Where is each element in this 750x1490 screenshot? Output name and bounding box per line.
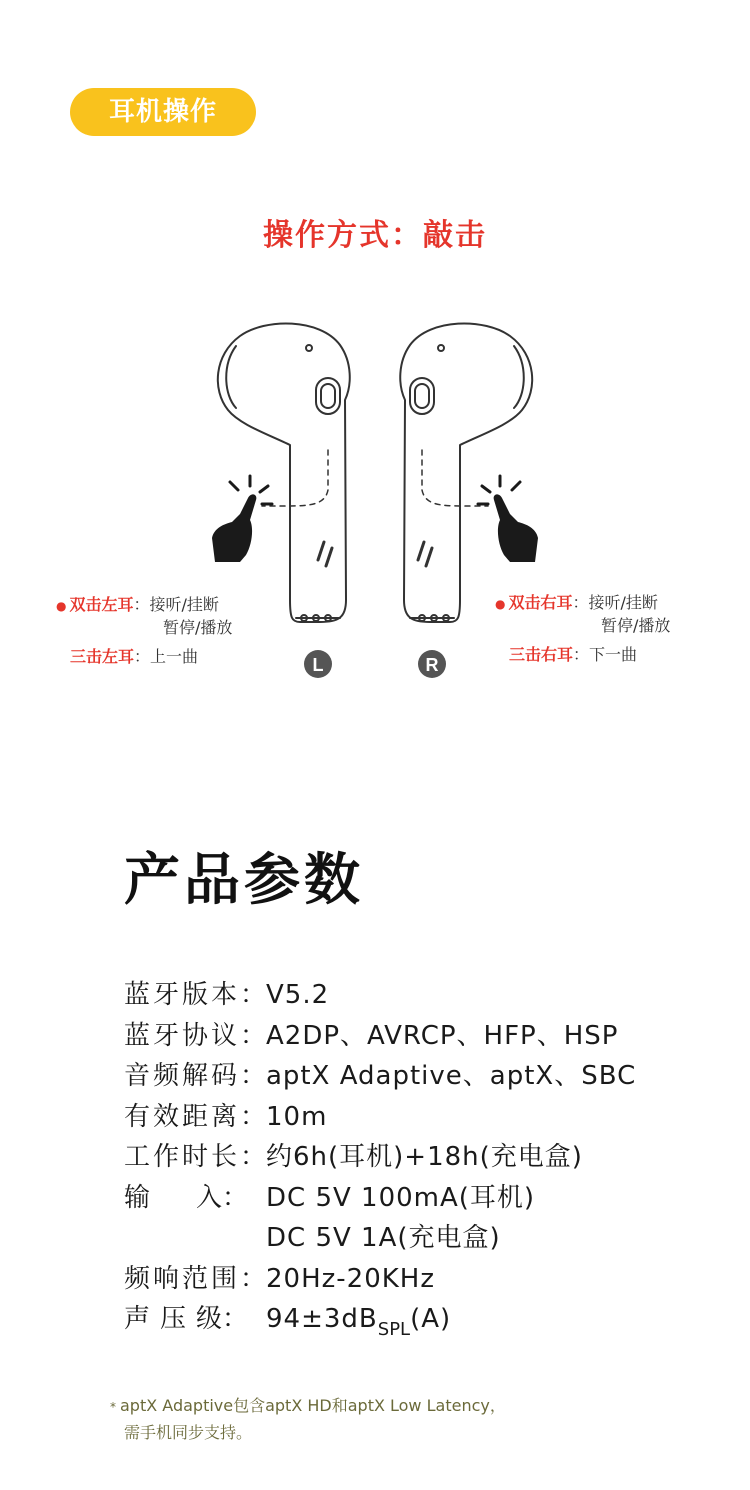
footnote: * aptX Adaptive包含aptX HD和aptX Low Latency， 需手机同步支持。 [110, 1396, 506, 1442]
left-triple-tap-label: 三击左耳：上一曲 [70, 647, 199, 666]
right-double-tap-label: ● 双击右耳：接听/挂断 [495, 593, 658, 612]
section-badge-earphone-operation: 耳机操作 [70, 88, 256, 136]
spec-row-input: 输 入： DC 5V 100mA(耳机) [124, 1182, 536, 1213]
spec-row-bt-protocol: 蓝牙协议： A2DP、AVRCP、HFP、HSP [124, 1020, 619, 1051]
spec-row-range: 有效距离： 10m [124, 1101, 328, 1132]
left-earbud-icon [218, 323, 350, 622]
spec-row-audio-codec: 音频解码： aptX Adaptive、aptX、SBC [124, 1061, 637, 1091]
right-hand-tap-icon [478, 476, 538, 562]
product-specs-title: 产品参数 [124, 848, 364, 913]
right-badge-letter: R [425, 655, 439, 675]
left-badge-letter: L [312, 655, 324, 675]
spec-row-bt-version: 蓝牙版本： V5.2 [124, 980, 330, 1010]
bullet-dot-icon: ● [495, 597, 506, 611]
right-badge-icon [418, 650, 446, 678]
operation-method-title: 操作方式：敲击 [263, 218, 487, 253]
right-double-tap-desc-2: 暂停/播放 [601, 616, 671, 635]
spec-row-input-2: DC 5V 1A(充电盒) [266, 1223, 501, 1253]
spec-row-battery-life: 工作时长： 约6h(耳机)+18h(充电盒) [124, 1142, 583, 1172]
specs-list [124, 975, 636, 1340]
left-double-tap-label: ● 双击左耳：接听/挂断 [56, 595, 219, 614]
right-earbud-icon [400, 323, 532, 622]
right-triple-tap-label: 三击右耳：下一曲 [509, 645, 638, 664]
left-badge-icon [304, 650, 332, 678]
left-hand-tap-icon [212, 476, 272, 562]
spec-row-frequency: 频响范围： 20Hz-20KHz [124, 1263, 435, 1294]
footnote-star: * [110, 1400, 116, 1414]
spec-row-spl: 声 压 级： $94\pm 3dB_{SPL}(A)$ [124, 1304, 452, 1340]
bullet-dot-icon: ● [56, 599, 67, 613]
left-double-tap-desc-2: 暂停/播放 [163, 618, 233, 637]
